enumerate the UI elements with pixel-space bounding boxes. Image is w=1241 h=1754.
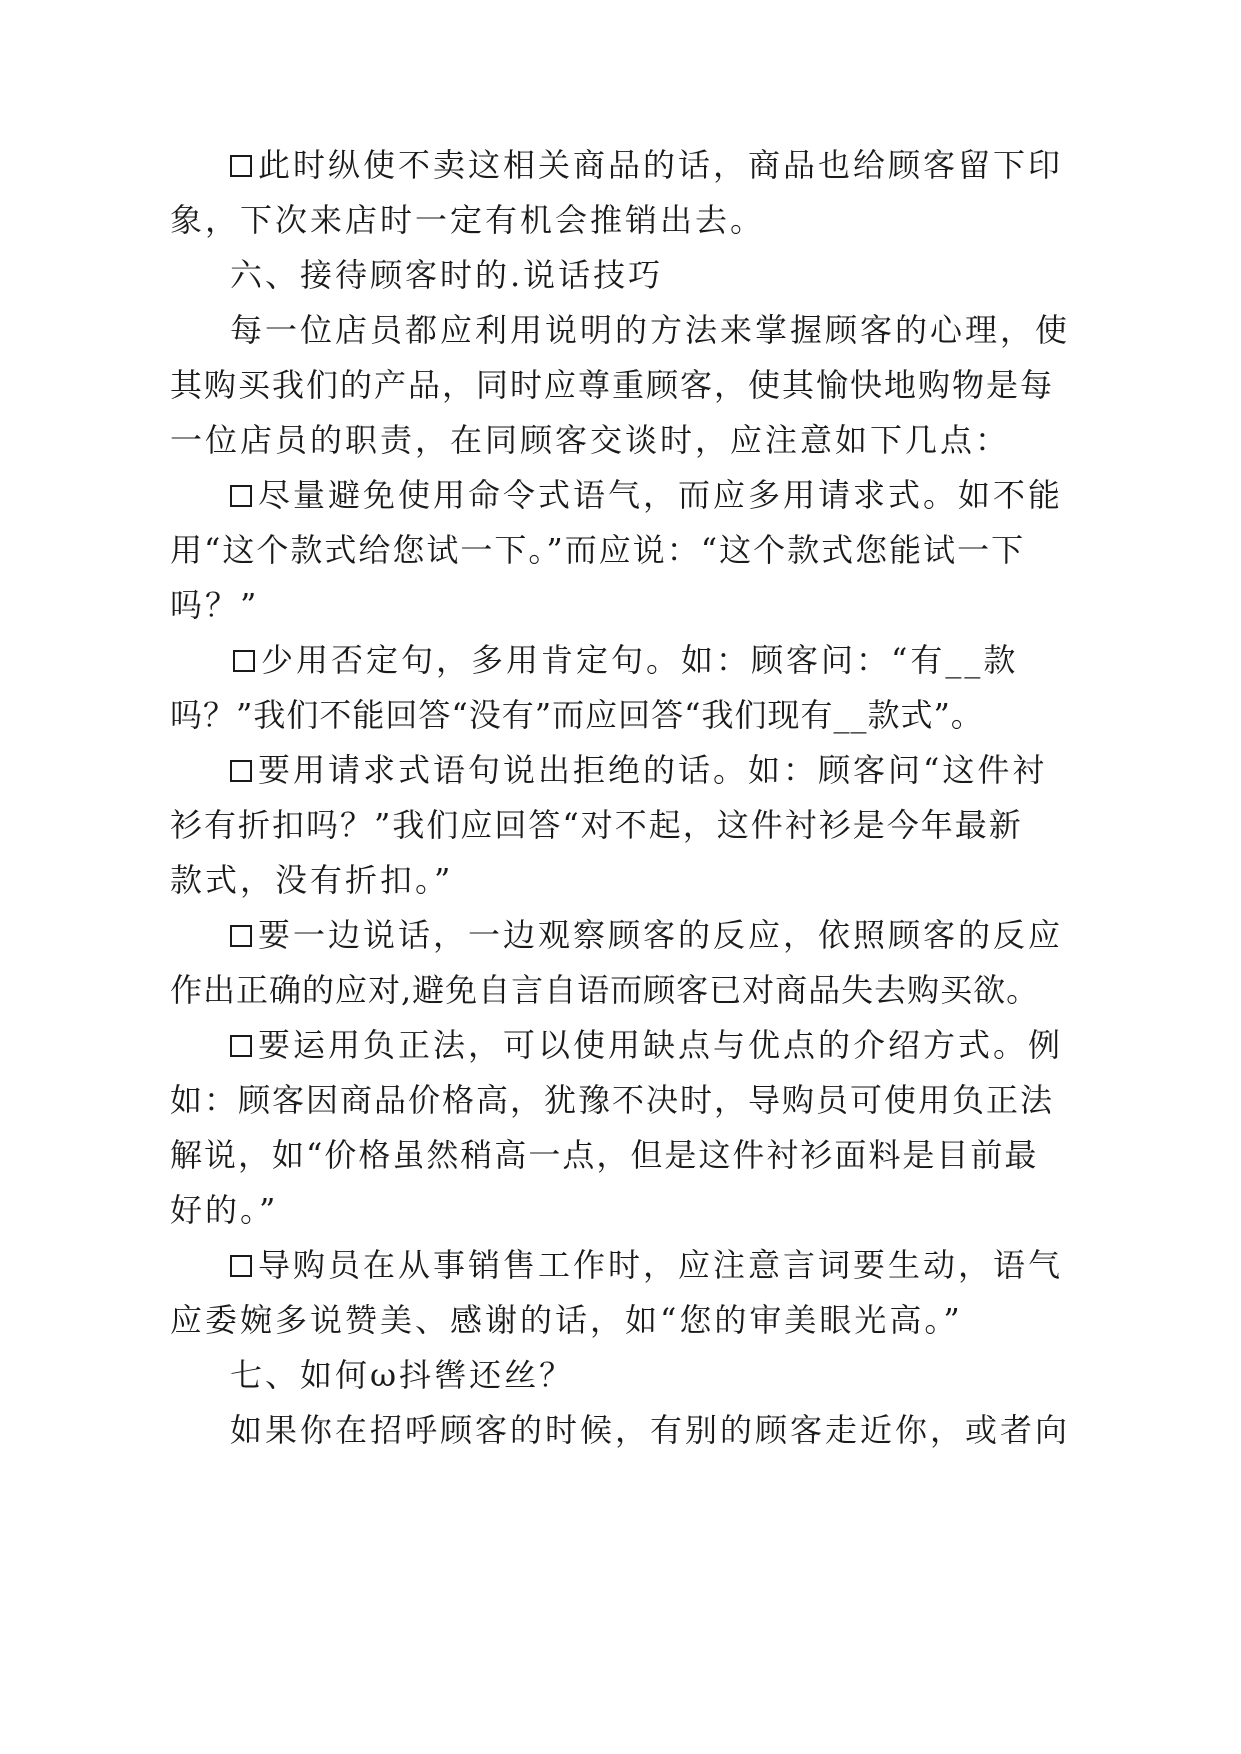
paragraph-line: 少用否定句，多用肯定句。如：顾客问：“有__款 (233, 640, 1018, 680)
checkbox-icon (230, 155, 252, 177)
paragraph-line: 要运用负正法，可以使用缺点与优点的介绍方式。例 (230, 1025, 1063, 1065)
section-heading: 七、如何ω抖辔还丝？ (230, 1356, 575, 1394)
paragraph-line: 衫有折扣吗？”我们应回答“对不起，这件衬衫是今年最新 (170, 806, 1023, 844)
checkbox-icon (230, 760, 252, 782)
paragraph-line: 导购员在从事销售工作时，应注意言词要生动，语气 (230, 1245, 1063, 1285)
checkbox-icon (230, 925, 252, 947)
checkbox-icon (230, 1255, 252, 1277)
paragraph-line: 尽量避免使用命令式语气，而应多用请求式。如不能 (230, 475, 1063, 515)
paragraph-line: 此时纵使不卖这相关商品的话，商品也给顾客留下印 (230, 145, 1063, 185)
checkbox-icon (230, 1035, 252, 1057)
paragraph-line: 应委婉多说赞美、感谢的话，如“您的审美眼光高。” (170, 1301, 963, 1339)
paragraph-line: 解说，如“价格虽然稍高一点，但是这件衬衫面料是目前最 (170, 1136, 1039, 1174)
paragraph-line: 吗？”我们不能回答“没有”而应回答“我们现有__款式”。 (170, 696, 984, 734)
section-heading: 六、接待顾客时的.说话技巧 (230, 256, 664, 294)
paragraph-line: 如果你在招呼顾客的时候，有别的顾客走近你，或者向 (230, 1411, 1071, 1449)
checkbox-icon (230, 485, 252, 507)
paragraph-line: 其购买我们的产品，同时应尊重顾客，使其愉快地购物是每 (170, 366, 1055, 404)
paragraph-line: 要用请求式语句说出拒绝的话。如：顾客问“这件衬 (230, 750, 1047, 790)
paragraph-line: 象，下次来店时一定有机会推销出去。 (170, 201, 766, 239)
paragraph-line: 如：顾客因商品价格高，犹豫不决时，导购员可使用负正法 (170, 1081, 1055, 1119)
paragraph-line: 一位店员的职责，在同顾客交谈时，应注意如下几点： (170, 421, 1011, 459)
paragraph-line: 要一边说话，一边观察顾客的反应，依照顾客的反应 (230, 915, 1063, 955)
paragraph-line: 好的。” (170, 1191, 279, 1229)
paragraph-line: 款式，没有折扣。” (170, 861, 454, 899)
paragraph-line: 每一位店员都应利用说明的方法来掌握顾客的心理，使 (230, 311, 1071, 349)
checkbox-icon (233, 650, 255, 672)
paragraph-line: 作出正确的应对,避免自言自语而顾客已对商品失去购买欲。 (170, 971, 1040, 1009)
paragraph-line: 用“这个款式给您试一下。”而应说：“这个款式您能试一下 (170, 531, 1026, 569)
paragraph-line: 吗？” (170, 586, 260, 624)
